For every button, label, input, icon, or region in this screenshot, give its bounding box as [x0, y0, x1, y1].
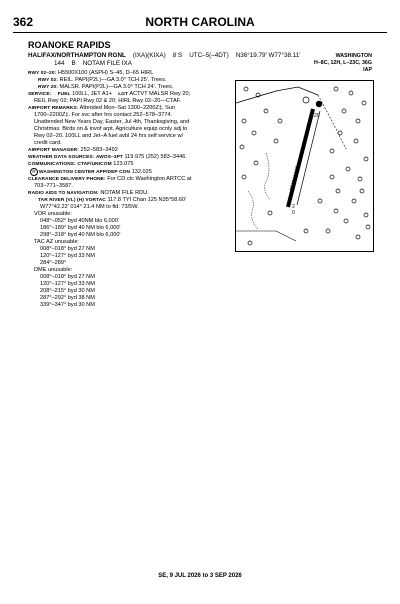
- dme-unusable-item: 287°–292° byd 38 NM: [40, 295, 95, 301]
- radio-aids-line: RADIO AIDS TO NAVIGATION: NOTAM FILE RDU.: [28, 190, 149, 196]
- remarks-line-6: credit card.: [34, 140, 62, 146]
- fuel-index: B: [71, 60, 76, 67]
- tree-icon: [304, 229, 308, 233]
- airport-coords: N36°19.79′ W77°38.11′: [235, 52, 301, 59]
- weather-line: WEATHER DATA SOURCES: AWOS–3PT 119.975 (252) 583–3446.: [28, 154, 187, 160]
- dme-unusable-item: 208°–215° byd 30 NM: [40, 288, 95, 294]
- clearance-phone-line: 703–771–3587.: [34, 183, 73, 189]
- tree-icon: [356, 119, 360, 123]
- vor-unusable-item: 186°–189° byd 40 NM blo 6,000′: [40, 225, 121, 231]
- remarks-line-4: Christmas. Birds on & invof arpt. Agriculture equip ocnly adj to: [34, 126, 188, 132]
- tree-icon: [242, 119, 246, 123]
- airport-utc: UTC–5(–4DT): [189, 52, 229, 59]
- trees-icon: [240, 87, 370, 245]
- tree-icon: [268, 211, 272, 215]
- tree-icon: [364, 213, 368, 217]
- airport-heading: [28, 52, 300, 59]
- creek-line: [248, 191, 258, 229]
- airport-details: [28, 70, 233, 309]
- page-number: 362: [13, 15, 34, 29]
- notam-file: NOTAM FILE IXA: [82, 60, 132, 67]
- radar-symbol-icon: R: [30, 168, 38, 176]
- airport-subheading: [54, 60, 132, 67]
- tac-unusable-item: 284°–289°: [40, 260, 67, 266]
- service-line: SERVICE: FUEL 100LL, JET A1+ LGT ACTVT MALSR Rwy 20;: [28, 91, 191, 97]
- city-name: ROANOKE RAPIDS: [28, 40, 111, 50]
- remarks-line-1: AIRPORT REMARKS: Attended Mon–Sat 1300–2200Z‡, Sun: [28, 105, 176, 111]
- tree-icon: [356, 235, 360, 239]
- beacon-icon: [316, 101, 322, 107]
- airport-distance: 8 S: [172, 52, 183, 59]
- tree-icon: [358, 177, 362, 181]
- header-divider: [13, 32, 387, 33]
- creek-line: [265, 153, 270, 199]
- tree-icon: [240, 145, 244, 149]
- runway-end-02-label: 2: [292, 204, 295, 210]
- dme-unusable-item: 339°–347° byd 30 NM: [40, 302, 95, 308]
- vor-unusable-item: 048°–052° byd 40NM blo 6,000′: [40, 218, 119, 224]
- state-title: NORTH CAROLINA: [145, 15, 255, 29]
- tree-icon: [366, 225, 370, 229]
- effective-dates: SE, 9 JUL 2026 to 3 SEP 2026: [158, 573, 242, 579]
- manager-line: AIRPORT MANAGER: 252–583–3492: [28, 147, 118, 153]
- tree-icon: [252, 131, 256, 135]
- tac-unusable-item: 008°–018° byd 27 NM: [40, 246, 95, 252]
- lighting-line: REIL Rwy 02; PAPI Rwy 02 & 20; HIRL Rwy 02–20—CTAF.: [34, 98, 182, 104]
- tac-unusable-item: 120°–127° byd 33 NM: [40, 253, 95, 259]
- chart-ref-iap: IAP: [363, 67, 372, 73]
- remarks-line-2: 1700–2200Z‡. For svc after hrs contact 252–578–3774.: [34, 112, 173, 118]
- tree-icon: [362, 101, 366, 105]
- tree-icon: [352, 199, 356, 203]
- tree-icon: [334, 209, 338, 213]
- tree-icon: [248, 241, 252, 245]
- dme-unusable-title: DME unusable:: [34, 267, 73, 273]
- chart-references: [314, 53, 372, 74]
- runway-20-line: RWY 20: MALSR. PAPI(P2L)—GA 3.0° TCH 24′. Trees.: [38, 84, 174, 90]
- tree-icon: [360, 189, 364, 193]
- tree-icon: [342, 109, 346, 113]
- chart-ref-sectional: WASHINGTON: [335, 53, 372, 59]
- tree-icon: [346, 167, 350, 171]
- remarks-line-5: Rwy 02–20. 100LL and Jet–A fuel avbl 24 hrs self service w/: [34, 133, 184, 139]
- tree-icon: [254, 161, 258, 165]
- tree-icon: [264, 109, 268, 113]
- tree-icon: [326, 229, 330, 233]
- tree-icon: [338, 131, 342, 135]
- airport-diagram: [235, 80, 374, 252]
- tree-icon: [278, 119, 282, 123]
- dme-unusable-item: 008°–018° byd 27 NM: [40, 274, 95, 280]
- vortac-line-2: W77°42.22′ 014° 21.4 NM to fld. 73/5W.: [40, 204, 139, 210]
- tree-icon: [344, 219, 348, 223]
- tree-icon: [336, 189, 340, 193]
- airport-ids: (IXA)(KIXA): [132, 52, 166, 59]
- runway-02-line: RWY 02: REIL. PAPI(P2L)—GA 3.0° TCH 25′. Trees.: [38, 77, 167, 83]
- wind-indicator-icon: [303, 97, 309, 103]
- vor-unusable-title: VOR unusable:: [34, 211, 72, 217]
- tree-icon: [242, 175, 246, 179]
- remarks-line-3: Unattended New Years Day, Easter, Jul 4th, Thanksgiving, and: [34, 119, 190, 125]
- communications-line: COMMUNICATIONS: CTAF/UNICOM 123.075: [28, 161, 134, 167]
- airport-diagram-svg: [236, 81, 373, 251]
- tree-icon: [349, 91, 353, 95]
- tree-icon: [244, 87, 248, 91]
- chart-ref-enroute: H–8C, 12H, L–23C, 36G: [314, 60, 372, 66]
- clearance-line: CLEARANCE DELIVERY PHONE: For CD ctc Washington ARTCC at: [28, 176, 192, 182]
- runway: [288, 109, 313, 207]
- tree-icon: [318, 199, 322, 203]
- tac-unusable-title: TAC AZ unusable:: [34, 239, 79, 245]
- tree-icon: [354, 139, 358, 143]
- airport-name: HALIFAX/NORTHAMPTON RGNL: [28, 52, 126, 59]
- tree-icon: [334, 87, 338, 91]
- runway-end-02-label-2: 0: [292, 210, 295, 216]
- boundary-line: [236, 231, 296, 241]
- vor-unusable-item: 298°–318° byd 40 NM blo 6,000′: [40, 232, 121, 238]
- tree-icon: [274, 139, 278, 143]
- road-line: [318, 95, 346, 149]
- tree-icon: [364, 157, 368, 161]
- runway-dimension-label: 5500 X 100: [289, 165, 302, 192]
- vortac-line: TAR RIVER (VL) (H) VORTAC 117.8 TYI Chan 125 N35°58.60′: [38, 197, 187, 203]
- dme-unusable-item: 120°–127° byd 33 NM: [40, 281, 95, 287]
- runway-0220-line: RWY 02–20: H5500X100 (ASPH) S–45, D–65 HIRL: [28, 70, 154, 76]
- tree-icon: [330, 149, 334, 153]
- airport-elevation: 144: [54, 60, 65, 67]
- approach-control-line: R WASHINGTON CENTER APP/DEP CON 132.025: [28, 168, 233, 176]
- runway-end-20-label: 20: [314, 113, 320, 119]
- tree-icon: [330, 175, 334, 179]
